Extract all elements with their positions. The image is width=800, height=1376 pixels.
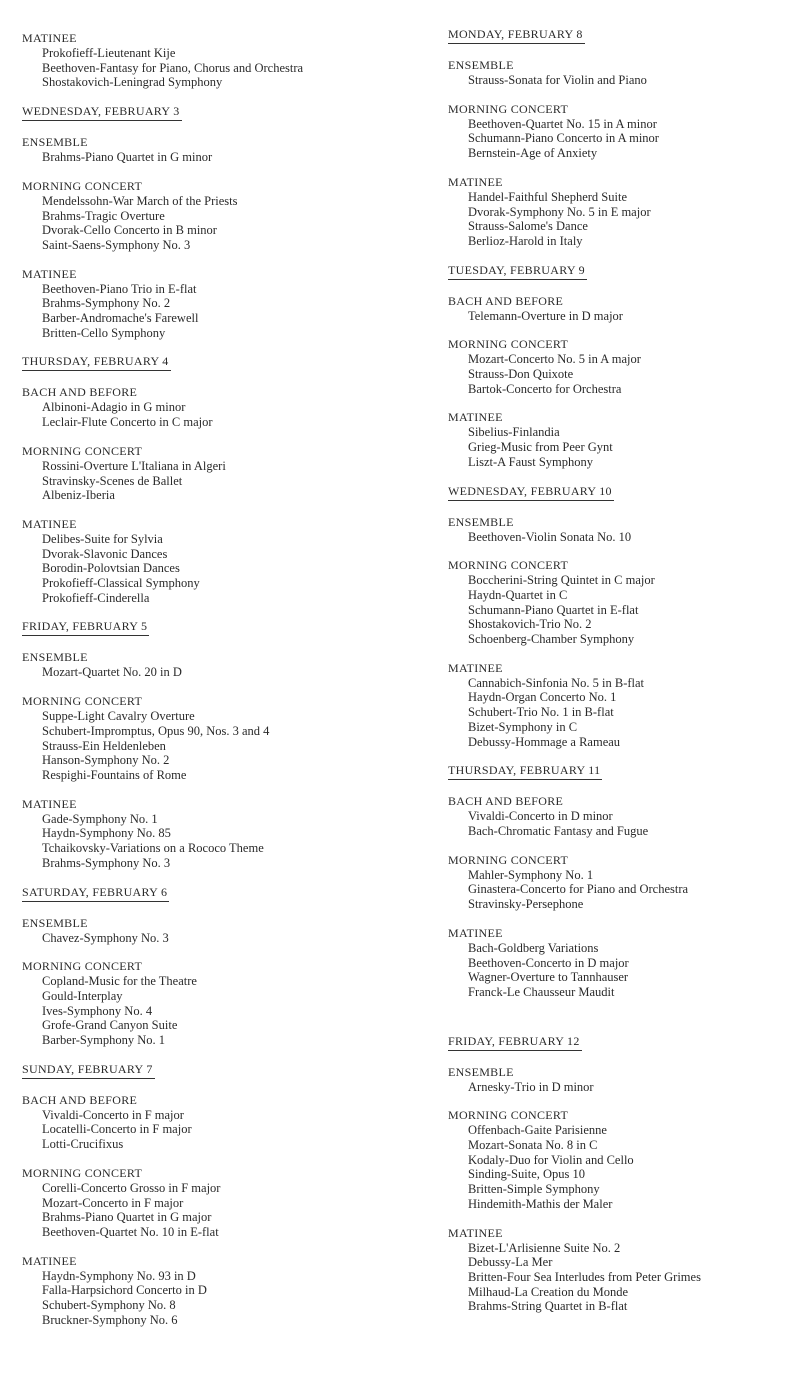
program-item: Schumann-Piano Concerto in A minor bbox=[468, 131, 659, 146]
session-block bbox=[448, 1226, 793, 1315]
session-block bbox=[448, 515, 793, 545]
program-item: Grofe-Grand Canyon Suite bbox=[42, 1018, 178, 1033]
session-block bbox=[22, 916, 422, 946]
program-item: Handel-Faithful Shepherd Suite bbox=[468, 189, 627, 204]
session-block bbox=[22, 1093, 422, 1152]
program-list bbox=[22, 1108, 422, 1152]
session-block bbox=[22, 267, 422, 341]
session-block bbox=[22, 517, 422, 606]
session-title: BACH AND BEFORE bbox=[22, 1092, 138, 1107]
session-title: MORNING CONCERT bbox=[448, 558, 569, 573]
program-item: Debussy-Hommage a Rameau bbox=[468, 734, 621, 749]
program-item: Dvorak-Cello Concerto in B minor bbox=[42, 223, 217, 238]
day-block bbox=[448, 1034, 793, 1314]
program-item: Britten-Cello Symphony bbox=[42, 325, 166, 340]
program-list bbox=[448, 1080, 793, 1095]
program-item: Kodaly-Duo for Violin and Cello bbox=[468, 1152, 634, 1167]
session-title: MORNING CONCERT bbox=[22, 178, 143, 193]
session-title: MATINEE bbox=[22, 31, 77, 45]
program-item: Brahms-Symphony No. 2 bbox=[42, 296, 171, 311]
program-item: Barber-Andromache's Farewell bbox=[42, 311, 199, 326]
program-list bbox=[22, 194, 422, 253]
program-item: Beethoven-Fantasy for Piano, Chorus and Orchestra bbox=[42, 60, 304, 75]
session-title: MORNING CONCERT bbox=[448, 1108, 569, 1123]
program-item: Brahms-Piano Quartet in G minor bbox=[42, 150, 213, 165]
program-item: Bach-Goldberg Variations bbox=[468, 940, 599, 955]
session-block bbox=[22, 444, 422, 503]
program-item: Beethoven-Violin Sonata No. 10 bbox=[468, 529, 632, 544]
session-title: MATINEE bbox=[22, 266, 77, 281]
session-block bbox=[22, 959, 422, 1048]
program-list bbox=[22, 282, 422, 341]
day-heading: SATURDAY, FEBRUARY 6 bbox=[22, 885, 169, 902]
program-list bbox=[22, 46, 422, 90]
program-item: Arnesky-Trio in D minor bbox=[468, 1079, 594, 1094]
program-item: Beethoven-Piano Trio in E-flat bbox=[42, 281, 197, 296]
day-block bbox=[22, 619, 422, 870]
program-list bbox=[448, 530, 793, 545]
program-item: Copland-Music for the Theatre bbox=[42, 974, 197, 989]
session-title: BACH AND BEFORE bbox=[22, 385, 138, 400]
program-list bbox=[448, 1241, 793, 1315]
program-item: Shostakovich-Trio No. 2 bbox=[468, 617, 592, 632]
session-title: ENSEMBLE bbox=[448, 58, 514, 72]
program-item: Liszt-A Faust Symphony bbox=[468, 454, 594, 469]
program-item: Borodin-Polovtsian Dances bbox=[42, 561, 180, 576]
program-item: Hanson-Symphony No. 2 bbox=[42, 753, 170, 768]
program-item: Bizet-Symphony in C bbox=[468, 719, 578, 734]
session-block bbox=[448, 1065, 793, 1095]
program-item: Prokofieff-Cinderella bbox=[42, 590, 150, 605]
session-block bbox=[448, 926, 793, 1000]
program-item: Haydn-Quartet in C bbox=[468, 587, 568, 602]
session-title: MATINEE bbox=[448, 410, 503, 425]
program-item: Mozart-Quartet No. 20 in D bbox=[42, 665, 182, 680]
session-title: ENSEMBLE bbox=[22, 650, 88, 665]
program-list bbox=[22, 459, 422, 503]
session-title: MORNING CONCERT bbox=[448, 852, 569, 867]
program-list bbox=[22, 532, 422, 606]
program-list bbox=[22, 812, 422, 871]
program-item: Saint-Saens-Symphony No. 3 bbox=[42, 237, 191, 252]
day-heading: THURSDAY, FEBRUARY 4 bbox=[22, 354, 171, 371]
program-item: Schoenberg-Chamber Symphony bbox=[468, 632, 635, 647]
program-item: Britten-Four Sea Interludes from Peter Grimes bbox=[468, 1269, 701, 1284]
program-item: Ginastera-Concerto for Piano and Orchestra bbox=[468, 882, 689, 897]
session-block bbox=[22, 135, 422, 165]
session-block bbox=[448, 337, 793, 396]
day-block bbox=[448, 27, 793, 249]
program-item: Bach-Chromatic Fantasy and Fugue bbox=[468, 823, 649, 838]
program-item: Barber-Symphony No. 1 bbox=[42, 1033, 165, 1048]
session-title: MATINEE bbox=[448, 925, 503, 940]
program-item: Offenbach-Gaite Parisienne bbox=[468, 1123, 607, 1138]
program-item: Strauss-Sonata for Violin and Piano bbox=[468, 73, 647, 87]
session-title: MATINEE bbox=[448, 1225, 503, 1240]
program-item: Bernstein-Age of Anxiety bbox=[468, 146, 598, 161]
program-item: Hindemith-Mathis der Maler bbox=[468, 1196, 613, 1211]
session-block bbox=[448, 661, 793, 750]
day-block bbox=[22, 31, 422, 90]
session-title: MATINEE bbox=[448, 660, 503, 675]
program-item: Debussy-La Mer bbox=[468, 1255, 553, 1270]
program-item: Albinoni-Adagio in G minor bbox=[42, 400, 186, 415]
program-item: Schubert-Symphony No. 8 bbox=[42, 1298, 176, 1313]
program-list bbox=[22, 1269, 422, 1328]
program-item: Haydn-Symphony No. 93 in D bbox=[42, 1268, 196, 1283]
program-item: Prokofieff-Lieutenant Kije bbox=[42, 46, 176, 60]
program-item: Corelli-Concerto Grosso in F major bbox=[42, 1180, 221, 1195]
program-item: Haydn-Symphony No. 85 bbox=[42, 826, 171, 841]
program-item: Wagner-Overture to Tannhauser bbox=[468, 970, 629, 985]
day-heading: MONDAY, FEBRUARY 8 bbox=[448, 27, 585, 44]
program-item: Ives-Symphony No. 4 bbox=[42, 1003, 153, 1018]
program-item: Brahms-Piano Quartet in G major bbox=[42, 1210, 212, 1225]
session-title: MORNING CONCERT bbox=[448, 337, 569, 352]
program-item: Lotti-Crucifixus bbox=[42, 1137, 124, 1152]
program-item: Schumann-Piano Quartet in E-flat bbox=[468, 602, 639, 617]
day-heading: TUESDAY, FEBRUARY 9 bbox=[448, 263, 587, 280]
program-item: Chavez-Symphony No. 3 bbox=[42, 930, 169, 945]
program-list bbox=[448, 573, 793, 647]
session-block bbox=[22, 650, 422, 680]
program-item: Locatelli-Concerto in F major bbox=[42, 1122, 192, 1137]
program-item: Vivaldi-Concerto in F major bbox=[42, 1107, 184, 1122]
session-block bbox=[448, 102, 793, 161]
program-item: Mozart-Sonata No. 8 in C bbox=[468, 1138, 598, 1153]
session-title: MATINEE bbox=[22, 796, 77, 811]
program-item: Rossini-Overture L'Italiana in Algeri bbox=[42, 458, 226, 473]
session-title: MORNING CONCERT bbox=[448, 101, 569, 116]
day-block bbox=[22, 354, 422, 605]
program-item: Mendelssohn-War March of the Priests bbox=[42, 193, 238, 208]
program-item: Falla-Harpsichord Concerto in D bbox=[42, 1283, 207, 1298]
program-list bbox=[448, 425, 793, 469]
program-list bbox=[448, 352, 793, 396]
day-block bbox=[22, 104, 422, 340]
session-title: BACH AND BEFORE bbox=[448, 293, 564, 308]
program-list bbox=[22, 1181, 422, 1240]
program-item: Mozart-Concerto in F major bbox=[42, 1195, 184, 1210]
session-block bbox=[448, 794, 793, 838]
program-item: Strauss-Salome's Dance bbox=[468, 219, 588, 234]
program-list bbox=[448, 809, 793, 838]
program-list bbox=[448, 1123, 793, 1211]
program-item: Vivaldi-Concerto in D minor bbox=[468, 809, 613, 824]
program-item: Dvorak-Symphony No. 5 in E major bbox=[468, 204, 651, 219]
session-title: MORNING CONCERT bbox=[22, 959, 143, 974]
program-item: Berlioz-Harold in Italy bbox=[468, 233, 583, 248]
session-title: BACH AND BEFORE bbox=[448, 794, 564, 809]
day-block bbox=[22, 1062, 422, 1328]
program-item: Albeniz-Iberia bbox=[42, 488, 115, 503]
session-block bbox=[448, 294, 793, 324]
program-item: Milhaud-La Creation du Monde bbox=[468, 1284, 629, 1299]
session-title: ENSEMBLE bbox=[22, 135, 88, 150]
program-item: Boccherini-String Quintet in C major bbox=[468, 573, 655, 588]
program-item: Schubert-Impromptus, Opus 90, Nos. 3 and 4 bbox=[42, 723, 270, 738]
program-item: Bruckner-Symphony No. 6 bbox=[42, 1312, 178, 1327]
program-list bbox=[22, 931, 422, 946]
program-item: Brahms-Symphony No. 3 bbox=[42, 855, 171, 870]
session-block bbox=[22, 385, 422, 429]
day-block bbox=[448, 263, 793, 470]
program-item: Brahms-String Quartet in B-flat bbox=[468, 1299, 628, 1314]
program-item: Prokofieff-Classical Symphony bbox=[42, 576, 200, 591]
program-item: Gould-Interplay bbox=[42, 988, 123, 1003]
session-title: MATINEE bbox=[22, 516, 77, 531]
session-title: MATINEE bbox=[448, 174, 503, 189]
program-item: Strauss-Ein Heldenleben bbox=[42, 738, 166, 753]
program-item: Leclair-Flute Concerto in C major bbox=[42, 415, 213, 430]
program-item: Strauss-Don Quixote bbox=[468, 367, 574, 382]
schedule-column-right bbox=[448, 0, 793, 1328]
day-heading: THURSDAY, FEBRUARY 11 bbox=[448, 763, 602, 780]
session-title: MATINEE bbox=[22, 1253, 77, 1268]
session-title: ENSEMBLE bbox=[448, 514, 514, 529]
program-item: Haydn-Organ Concerto No. 1 bbox=[468, 690, 617, 705]
program-list bbox=[22, 400, 422, 429]
program-item: Schubert-Trio No. 1 in B-flat bbox=[468, 705, 614, 720]
day-heading: WEDNESDAY, FEBRUARY 3 bbox=[22, 104, 182, 121]
session-title: MORNING CONCERT bbox=[22, 694, 143, 709]
session-block bbox=[448, 558, 793, 647]
session-block bbox=[22, 797, 422, 871]
program-list bbox=[448, 190, 793, 249]
day-heading: WEDNESDAY, FEBRUARY 10 bbox=[448, 484, 614, 501]
day-block bbox=[448, 763, 793, 999]
program-list bbox=[448, 117, 793, 161]
day-heading: SUNDAY, FEBRUARY 7 bbox=[22, 1062, 155, 1079]
program-item: Franck-Le Chausseur Maudit bbox=[468, 984, 615, 999]
program-item: Gade-Symphony No. 1 bbox=[42, 811, 158, 826]
session-block bbox=[448, 1108, 793, 1211]
program-item: Delibes-Suite for Sylvia bbox=[42, 531, 163, 546]
program-item: Sinding-Suite, Opus 10 bbox=[468, 1167, 586, 1182]
program-item: Stravinsky-Persephone bbox=[468, 897, 584, 912]
session-block bbox=[448, 58, 793, 88]
program-item: Grieg-Music from Peer Gynt bbox=[468, 440, 613, 455]
program-item: Shostakovich-Leningrad Symphony bbox=[42, 75, 223, 90]
program-list bbox=[22, 665, 422, 680]
program-item: Beethoven-Quartet No. 10 in E-flat bbox=[42, 1224, 219, 1239]
session-block bbox=[448, 410, 793, 469]
program-list bbox=[22, 150, 422, 165]
program-list bbox=[448, 941, 793, 1000]
session-title: ENSEMBLE bbox=[448, 1064, 514, 1079]
day-block bbox=[22, 885, 422, 1048]
day-heading: FRIDAY, FEBRUARY 5 bbox=[22, 619, 149, 636]
program-item: Tchaikovsky-Variations on a Rococo Theme bbox=[42, 841, 264, 856]
program-list bbox=[448, 868, 793, 912]
program-item: Beethoven-Concerto in D major bbox=[468, 955, 629, 970]
session-title: MORNING CONCERT bbox=[22, 443, 143, 458]
program-item: Suppe-Light Cavalry Overture bbox=[42, 709, 195, 724]
program-item: Mozart-Concerto No. 5 in A major bbox=[468, 352, 641, 367]
session-block bbox=[22, 1166, 422, 1240]
day-heading: FRIDAY, FEBRUARY 12 bbox=[448, 1034, 582, 1051]
session-title: ENSEMBLE bbox=[22, 915, 88, 930]
program-list bbox=[448, 73, 793, 88]
program-item: Telemann-Overture in D major bbox=[468, 308, 623, 323]
session-block bbox=[22, 31, 422, 90]
session-block bbox=[448, 853, 793, 912]
program-item: Bizet-L'Arlisienne Suite No. 2 bbox=[468, 1240, 621, 1255]
program-item: Respighi-Fountains of Rome bbox=[42, 767, 187, 782]
session-block bbox=[448, 175, 793, 249]
session-block bbox=[22, 179, 422, 253]
program-list bbox=[448, 309, 793, 324]
program-list bbox=[22, 709, 422, 783]
session-title: MORNING CONCERT bbox=[22, 1165, 143, 1180]
program-item: Brahms-Tragic Overture bbox=[42, 208, 165, 223]
program-item: Cannabich-Sinfonia No. 5 in B-flat bbox=[468, 675, 645, 690]
program-item: Dvorak-Slavonic Dances bbox=[42, 546, 168, 561]
schedule-column-left bbox=[22, 0, 422, 1341]
program-item: Stravinsky-Scenes de Ballet bbox=[42, 473, 183, 488]
program-list bbox=[22, 974, 422, 1048]
program-item: Sibelius-Finlandia bbox=[468, 425, 560, 440]
session-block bbox=[22, 1254, 422, 1328]
program-item: Mahler-Symphony No. 1 bbox=[468, 867, 594, 882]
day-block bbox=[448, 484, 793, 750]
program-list bbox=[448, 676, 793, 750]
program-item: Britten-Simple Symphony bbox=[468, 1182, 600, 1197]
program-item: Bartok-Concerto for Orchestra bbox=[468, 381, 622, 396]
program-item: Beethoven-Quartet No. 15 in A minor bbox=[468, 116, 657, 131]
session-block bbox=[22, 694, 422, 783]
